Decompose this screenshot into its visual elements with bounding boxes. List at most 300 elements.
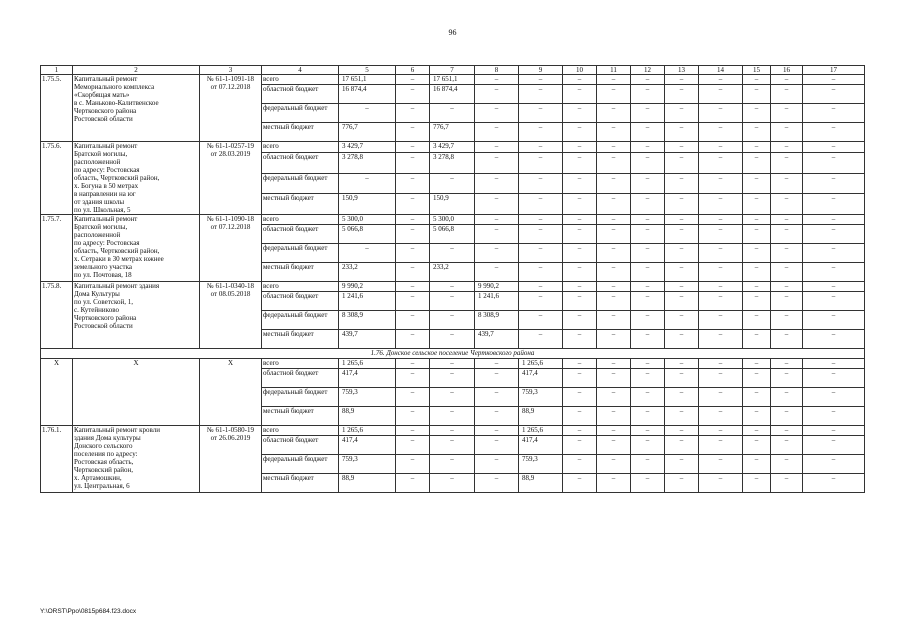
amount-cell: – xyxy=(475,225,519,244)
amount-cell: – xyxy=(475,85,519,104)
amount-cell: 9 990,2 xyxy=(339,282,396,292)
funding-source: федеральный бюджет xyxy=(262,173,339,194)
amount-cell: 1 265,6 xyxy=(519,426,563,436)
amount-cell: – xyxy=(563,263,597,282)
amount-cell: – xyxy=(803,436,865,455)
amount-cell: – xyxy=(563,194,597,215)
amount-cell: – xyxy=(519,215,563,225)
amount-cell: – xyxy=(475,152,519,173)
amount-cell: – xyxy=(430,282,475,292)
amount-cell: – xyxy=(803,104,865,123)
amount-cell: – xyxy=(743,85,771,104)
amount-cell: – xyxy=(597,407,631,426)
amount-cell: – xyxy=(665,194,699,215)
amount-cell: – xyxy=(631,455,665,474)
amount-cell: – xyxy=(475,215,519,225)
amount-cell: – xyxy=(475,75,519,85)
amount-cell: – xyxy=(519,282,563,292)
amount-cell: 776,7 xyxy=(339,123,396,142)
amount-cell: 417,4 xyxy=(519,369,563,388)
amount-cell: – xyxy=(597,194,631,215)
amount-cell: – xyxy=(699,194,743,215)
amount-cell: – xyxy=(396,244,430,263)
amount-cell: 759,3 xyxy=(339,455,396,474)
amount-cell: – xyxy=(803,152,865,173)
amount-cell: – xyxy=(699,474,743,493)
amount-cell: – xyxy=(631,173,665,194)
amount-cell: – xyxy=(771,104,803,123)
amount-cell: – xyxy=(803,330,865,349)
amount-cell: – xyxy=(563,152,597,173)
act-number: Х xyxy=(200,359,262,426)
amount-cell: – xyxy=(699,330,743,349)
amount-cell: – xyxy=(665,311,699,330)
amount-cell: – xyxy=(475,369,519,388)
amount-cell: – xyxy=(665,173,699,194)
amount-cell: – xyxy=(563,215,597,225)
funding-source: всего xyxy=(262,75,339,85)
table-row xyxy=(41,75,865,85)
amount-cell: 88,9 xyxy=(519,474,563,493)
amount-cell: 5 066,8 xyxy=(430,225,475,244)
amount-cell: – xyxy=(631,142,665,153)
amount-cell: 3 278,8 xyxy=(430,152,475,173)
amount-cell: – xyxy=(699,173,743,194)
amount-cell: – xyxy=(771,474,803,493)
amount-cell: – xyxy=(743,194,771,215)
amount-cell: – xyxy=(699,292,743,311)
amount-cell: – xyxy=(519,152,563,173)
act-number: № 61-1-1090-18 от 07.12.2018 xyxy=(200,215,262,282)
amount-cell: – xyxy=(597,292,631,311)
amount-cell: – xyxy=(771,123,803,142)
amount-cell: 776,7 xyxy=(430,123,475,142)
amount-cell: – xyxy=(430,369,475,388)
amount-cell: 8 308,9 xyxy=(475,311,519,330)
amount-cell: – xyxy=(563,142,597,153)
amount-cell: – xyxy=(519,123,563,142)
amount-cell: – xyxy=(563,85,597,104)
amount-cell: 150,9 xyxy=(339,194,396,215)
amount-cell: – xyxy=(665,369,699,388)
amount-cell: – xyxy=(631,225,665,244)
amount-cell: – xyxy=(699,142,743,153)
amount-cell: – xyxy=(563,359,597,369)
amount-cell: – xyxy=(597,388,631,407)
amount-cell: 1 241,6 xyxy=(339,292,396,311)
column-number: 11 xyxy=(597,66,631,75)
amount-cell: – xyxy=(597,173,631,194)
amount-cell: – xyxy=(396,330,430,349)
amount-cell: – xyxy=(743,474,771,493)
amount-cell: – xyxy=(743,426,771,436)
amount-cell: – xyxy=(631,292,665,311)
amount-cell: – xyxy=(631,75,665,85)
amount-cell: – xyxy=(396,282,430,292)
amount-cell: – xyxy=(771,194,803,215)
column-number: 6 xyxy=(396,66,430,75)
amount-cell: – xyxy=(743,311,771,330)
amount-cell: – xyxy=(665,263,699,282)
amount-cell: – xyxy=(597,436,631,455)
amount-cell: – xyxy=(743,407,771,426)
amount-cell: – xyxy=(475,263,519,282)
amount-cell: – xyxy=(519,311,563,330)
column-number: 8 xyxy=(475,66,519,75)
amount-cell: – xyxy=(665,282,699,292)
amount-cell: 1 241,6 xyxy=(475,292,519,311)
amount-cell: – xyxy=(563,436,597,455)
amount-cell: – xyxy=(563,455,597,474)
amount-cell: – xyxy=(563,104,597,123)
amount-cell: – xyxy=(771,263,803,282)
act-number: № 61-1-0580-19 от 26.06.2019 xyxy=(200,426,262,493)
column-number: 10 xyxy=(563,66,597,75)
amount-cell: – xyxy=(396,194,430,215)
amount-cell: – xyxy=(803,388,865,407)
amount-cell: – xyxy=(597,474,631,493)
funding-source: местный бюджет xyxy=(262,263,339,282)
funding-source: всего xyxy=(262,359,339,369)
column-number: 16 xyxy=(771,66,803,75)
amount-cell: – xyxy=(699,152,743,173)
amount-cell: 16 874,4 xyxy=(339,85,396,104)
amount-cell: 8 308,9 xyxy=(339,311,396,330)
amount-cell: – xyxy=(771,142,803,153)
item-description: Капитальный ремонт здания Дома Культуры по ул. Советской, 1, с. Кутейниково Чертковского района Ростовской области xyxy=(73,282,200,349)
amount-cell: – xyxy=(475,455,519,474)
funding-source: федеральный бюджет xyxy=(262,455,339,474)
amount-cell: – xyxy=(665,474,699,493)
amount-cell: – xyxy=(631,194,665,215)
amount-cell: 233,2 xyxy=(339,263,396,282)
amount-cell: – xyxy=(597,215,631,225)
amount-cell: – xyxy=(803,215,865,225)
amount-cell: – xyxy=(563,123,597,142)
amount-cell: – xyxy=(771,388,803,407)
amount-cell: – xyxy=(803,75,865,85)
amount-cell: – xyxy=(771,292,803,311)
amount-cell: – xyxy=(475,359,519,369)
item-number: 1.76.1. xyxy=(41,426,73,493)
column-number: 7 xyxy=(430,66,475,75)
amount-cell: – xyxy=(771,330,803,349)
amount-cell: 759,3 xyxy=(519,455,563,474)
amount-cell: – xyxy=(665,455,699,474)
amount-cell: 439,7 xyxy=(339,330,396,349)
funding-source: федеральный бюджет xyxy=(262,104,339,123)
amount-cell: – xyxy=(430,436,475,455)
table-row xyxy=(41,142,865,153)
amount-cell: – xyxy=(803,292,865,311)
amount-cell: 417,4 xyxy=(519,436,563,455)
amount-cell: – xyxy=(743,173,771,194)
amount-cell: – xyxy=(396,436,430,455)
amount-cell: 417,4 xyxy=(339,436,396,455)
amount-cell: – xyxy=(597,104,631,123)
amount-cell: – xyxy=(396,142,430,153)
amount-cell: – xyxy=(743,104,771,123)
amount-cell: – xyxy=(430,455,475,474)
amount-cell: – xyxy=(699,123,743,142)
amount-cell: – xyxy=(396,426,430,436)
amount-cell: – xyxy=(771,225,803,244)
table-row xyxy=(41,359,865,369)
amount-cell: – xyxy=(771,85,803,104)
amount-cell: – xyxy=(743,225,771,244)
amount-cell: – xyxy=(699,436,743,455)
amount-cell: – xyxy=(475,142,519,153)
amount-cell: – xyxy=(396,359,430,369)
amount-cell: – xyxy=(396,292,430,311)
amount-cell: – xyxy=(803,225,865,244)
amount-cell: – xyxy=(396,407,430,426)
amount-cell: – xyxy=(563,75,597,85)
item-description: Х xyxy=(73,359,200,426)
amount-cell: – xyxy=(519,330,563,349)
amount-cell: – xyxy=(771,215,803,225)
amount-cell: – xyxy=(631,388,665,407)
amount-cell: – xyxy=(396,152,430,173)
amount-cell: – xyxy=(475,173,519,194)
column-number: 17 xyxy=(803,66,865,75)
amount-cell: – xyxy=(699,311,743,330)
amount-cell: – xyxy=(743,215,771,225)
amount-cell: 417,4 xyxy=(339,369,396,388)
amount-cell: – xyxy=(631,282,665,292)
amount-cell: – xyxy=(396,85,430,104)
amount-cell: – xyxy=(771,282,803,292)
amount-cell: – xyxy=(665,244,699,263)
table-row xyxy=(41,426,865,436)
amount-cell: – xyxy=(803,142,865,153)
amount-cell: – xyxy=(597,311,631,330)
amount-cell: – xyxy=(803,263,865,282)
amount-cell: – xyxy=(743,369,771,388)
amount-cell: – xyxy=(665,426,699,436)
column-number: 3 xyxy=(200,66,262,75)
amount-cell: – xyxy=(597,359,631,369)
amount-cell: – xyxy=(339,173,396,194)
amount-cell: – xyxy=(430,474,475,493)
amount-cell: – xyxy=(665,330,699,349)
amount-cell: – xyxy=(396,369,430,388)
amount-cell: 150,9 xyxy=(430,194,475,215)
amount-cell: – xyxy=(597,225,631,244)
amount-cell: 88,9 xyxy=(339,407,396,426)
amount-cell: – xyxy=(803,359,865,369)
funding-source: областной бюджет xyxy=(262,436,339,455)
amount-cell: – xyxy=(475,123,519,142)
amount-cell: – xyxy=(563,311,597,330)
column-number: 13 xyxy=(665,66,699,75)
amount-cell: – xyxy=(396,474,430,493)
amount-cell: – xyxy=(631,215,665,225)
amount-cell: – xyxy=(743,455,771,474)
amount-cell: – xyxy=(339,104,396,123)
amount-cell: – xyxy=(597,142,631,153)
amount-cell: – xyxy=(430,104,475,123)
amount-cell: – xyxy=(665,85,699,104)
amount-cell: – xyxy=(475,436,519,455)
amount-cell: – xyxy=(475,194,519,215)
amount-cell: – xyxy=(563,474,597,493)
amount-cell: – xyxy=(699,244,743,263)
amount-cell: – xyxy=(771,173,803,194)
amount-cell: – xyxy=(743,282,771,292)
funding-source: местный бюджет xyxy=(262,407,339,426)
amount-cell: – xyxy=(743,436,771,455)
item-description: Капитальный ремонт Братской могилы, расположенной по адресу: Ростовская область, Чертковский район, х. Сетраки в 30 метрах южнее земельного участка по ул. Почтовая, 18 xyxy=(73,215,200,282)
amount-cell: – xyxy=(430,173,475,194)
amount-cell: – xyxy=(665,104,699,123)
amount-cell: – xyxy=(631,104,665,123)
amount-cell: – xyxy=(771,75,803,85)
amount-cell: – xyxy=(563,225,597,244)
funding-source: всего xyxy=(262,282,339,292)
amount-cell: – xyxy=(631,474,665,493)
amount-cell: – xyxy=(563,330,597,349)
amount-cell: – xyxy=(743,388,771,407)
amount-cell: – xyxy=(699,104,743,123)
amount-cell: – xyxy=(396,104,430,123)
column-number: 15 xyxy=(743,66,771,75)
amount-cell: 3 429,7 xyxy=(430,142,475,153)
column-number: 4 xyxy=(262,66,339,75)
amount-cell: – xyxy=(597,263,631,282)
amount-cell: – xyxy=(631,426,665,436)
amount-cell: – xyxy=(475,407,519,426)
amount-cell: – xyxy=(699,388,743,407)
amount-cell: – xyxy=(396,311,430,330)
amount-cell: – xyxy=(771,407,803,426)
item-number: 1.75.6. xyxy=(41,142,73,215)
amount-cell: – xyxy=(475,104,519,123)
funding-source: местный бюджет xyxy=(262,330,339,349)
amount-cell: – xyxy=(597,244,631,263)
amount-cell: – xyxy=(803,311,865,330)
amount-cell: 1 265,6 xyxy=(339,359,396,369)
section-heading-row xyxy=(41,349,865,359)
amount-cell: – xyxy=(475,474,519,493)
amount-cell: 759,3 xyxy=(519,388,563,407)
amount-cell: – xyxy=(519,263,563,282)
amount-cell: – xyxy=(475,426,519,436)
amount-cell: – xyxy=(430,330,475,349)
amount-cell: – xyxy=(631,369,665,388)
amount-cell: 17 651,1 xyxy=(339,75,396,85)
table-row xyxy=(41,282,865,292)
amount-cell: – xyxy=(597,455,631,474)
amount-cell: – xyxy=(771,369,803,388)
amount-cell: – xyxy=(803,173,865,194)
amount-cell: 1 265,6 xyxy=(519,359,563,369)
amount-cell: – xyxy=(665,215,699,225)
amount-cell: – xyxy=(803,85,865,104)
amount-cell: – xyxy=(803,474,865,493)
amount-cell: 1 265,6 xyxy=(339,426,396,436)
item-description: Капитальный ремонт кровли здания Дома культуры Донского сельского поселения по адресу: Ростовская область, Чертковский район, х. Артамошкин, ул. Центральная, 6 xyxy=(73,426,200,493)
amount-cell: – xyxy=(631,85,665,104)
amount-cell: – xyxy=(743,123,771,142)
item-description: Капитальный ремонт Братской могилы, расположенной по адресу: Ростовская область, Чертковский район, х. Богуна в 50 метрах в направлении на юг от здания школы по ул. Школьная, 5 xyxy=(73,142,200,215)
amount-cell: – xyxy=(665,152,699,173)
amount-cell: – xyxy=(665,123,699,142)
budget-table xyxy=(40,65,865,493)
amount-cell: 5 066,8 xyxy=(339,225,396,244)
amount-cell: 9 990,2 xyxy=(475,282,519,292)
amount-cell: – xyxy=(743,359,771,369)
amount-cell: – xyxy=(699,407,743,426)
amount-cell: – xyxy=(803,426,865,436)
amount-cell: 3 278,8 xyxy=(339,152,396,173)
amount-cell: – xyxy=(563,244,597,263)
funding-source: областной бюджет xyxy=(262,225,339,244)
amount-cell: – xyxy=(430,388,475,407)
amount-cell: – xyxy=(519,244,563,263)
act-number: № 61-1-0257-19 от 28.03.2019 xyxy=(200,142,262,215)
funding-source: всего xyxy=(262,142,339,153)
amount-cell: – xyxy=(699,282,743,292)
amount-cell: – xyxy=(631,359,665,369)
amount-cell: – xyxy=(699,369,743,388)
amount-cell: – xyxy=(699,225,743,244)
amount-cell: – xyxy=(597,123,631,142)
amount-cell: – xyxy=(743,152,771,173)
amount-cell: – xyxy=(803,369,865,388)
amount-cell: – xyxy=(597,369,631,388)
column-number-row xyxy=(41,66,865,75)
amount-cell: – xyxy=(475,244,519,263)
amount-cell: – xyxy=(563,426,597,436)
amount-cell: – xyxy=(396,173,430,194)
amount-cell: – xyxy=(771,426,803,436)
funding-source: областной бюджет xyxy=(262,292,339,311)
amount-cell: – xyxy=(665,359,699,369)
amount-cell: – xyxy=(631,263,665,282)
amount-cell: – xyxy=(519,75,563,85)
amount-cell: – xyxy=(665,225,699,244)
amount-cell: – xyxy=(396,455,430,474)
amount-cell: – xyxy=(396,263,430,282)
amount-cell: – xyxy=(430,244,475,263)
column-number: 2 xyxy=(73,66,200,75)
funding-source: областной бюджет xyxy=(262,85,339,104)
item-number: 1.75.7. xyxy=(41,215,73,282)
funding-source: федеральный бюджет xyxy=(262,311,339,330)
amount-cell: – xyxy=(563,388,597,407)
amount-cell: – xyxy=(771,244,803,263)
amount-cell: – xyxy=(699,215,743,225)
amount-cell: – xyxy=(771,152,803,173)
funding-source: федеральный бюджет xyxy=(262,244,339,263)
item-description: Капитальный ремонт Мемориального комплекса «Скорбящая мать» в с. Маньково-Калитвенское Чертковского района Ростовской области xyxy=(73,75,200,142)
page-number: 96 xyxy=(448,28,457,37)
section-heading: 1.76. Донское сельское поселение Чертковского района xyxy=(41,349,865,359)
amount-cell: – xyxy=(803,455,865,474)
amount-cell: – xyxy=(519,173,563,194)
amount-cell: – xyxy=(699,75,743,85)
file-path-footer: Y:\ORST\Ppo\0815p684.f23.docx xyxy=(40,608,137,615)
column-number: 5 xyxy=(339,66,396,75)
amount-cell: – xyxy=(597,330,631,349)
amount-cell: – xyxy=(699,455,743,474)
amount-cell: – xyxy=(743,263,771,282)
amount-cell: 16 874,4 xyxy=(430,85,475,104)
column-number: 9 xyxy=(519,66,563,75)
amount-cell: – xyxy=(631,152,665,173)
amount-cell: – xyxy=(803,407,865,426)
